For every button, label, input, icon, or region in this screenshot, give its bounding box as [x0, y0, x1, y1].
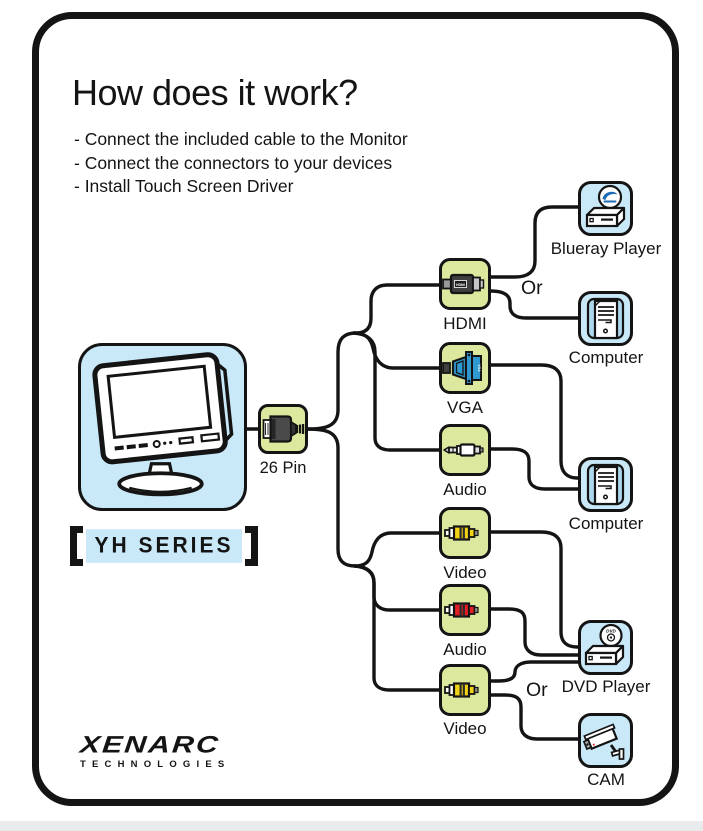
- rca-red-plug-icon: [442, 587, 488, 633]
- wire-26pin-to-audio1: [354, 333, 441, 450]
- brand-logo: [80, 729, 250, 770]
- computer-box: [578, 291, 633, 346]
- left-bracket-glyph: [70, 526, 83, 566]
- computer1-label: Computer: [568, 348, 644, 367]
- wire-vga-to-computer2: [490, 365, 580, 478]
- or-label-video-branch: Or: [526, 679, 548, 701]
- video2-label: Video: [443, 719, 487, 738]
- blueray-player-icon: [581, 184, 630, 233]
- computer2-label: Computer: [568, 514, 644, 533]
- svg-text:HDMI: HDMI: [456, 282, 465, 287]
- blueray-player-label: Blueray Player: [550, 239, 662, 258]
- computer-tower-icon: [581, 460, 630, 509]
- wire-video1-to-dvd: [490, 532, 580, 647]
- audio2-label: Audio: [443, 640, 487, 659]
- minijack-plug-icon: [442, 427, 488, 473]
- 26pin-cable-connector-icon: [261, 407, 305, 451]
- dvd-player-label: DVD Player: [561, 677, 651, 696]
- security-camera-icon: [581, 716, 630, 765]
- logo-subtitle: TECHNOLOGIES: [80, 759, 231, 770]
- hdmi-connector-box: [439, 258, 491, 310]
- vga-label: VGA: [447, 398, 483, 417]
- touchscreen-monitor-icon: [81, 346, 244, 508]
- video1-label: Video: [443, 563, 487, 582]
- logo-wordmark: XENARC: [78, 731, 222, 759]
- computer-box: [578, 457, 633, 512]
- hdmi-label: HDMI: [443, 314, 487, 333]
- video-rca-connector-box: [439, 507, 491, 559]
- svg-text:VGA: VGA: [477, 364, 481, 372]
- right-bracket-glyph: [245, 526, 258, 566]
- wire-26pin-to-video2: [355, 566, 441, 690]
- page-title: How does it work?: [72, 72, 358, 113]
- vga-plug-icon: [442, 345, 488, 391]
- rca-yellow-plug-icon: [442, 510, 488, 556]
- audio-rca-connector-box: [439, 584, 491, 636]
- 26pin-label: 26 Pin: [259, 459, 307, 477]
- dvd-player-box: [578, 620, 633, 675]
- vga-connector-box: [439, 342, 491, 394]
- screenshot-bottom-edge: [0, 821, 703, 831]
- rca-yellow-plug-icon: [442, 667, 488, 713]
- hdmi-plug-icon: [442, 261, 488, 307]
- audio-jack-connector-box: [439, 424, 491, 476]
- series-label: YH SERIES: [86, 529, 242, 563]
- svg-text:DVD: DVD: [606, 628, 616, 634]
- instruction-list: [74, 128, 408, 199]
- series-plate: [70, 526, 258, 566]
- computer-tower-icon: [581, 294, 630, 343]
- dvd-player-icon: [581, 623, 630, 672]
- video-rca-connector-box: [439, 664, 491, 716]
- audio1-label: Audio: [443, 480, 487, 499]
- monitor-box: [78, 343, 247, 511]
- instruction-item: - Install Touch Screen Driver: [74, 176, 294, 196]
- blueray-player-box: [578, 181, 633, 236]
- cam-label: CAM: [587, 770, 625, 789]
- or-label-hdmi-branch: Or: [521, 277, 543, 299]
- instruction-item: - Connect the included cable to the Monitor: [74, 129, 408, 149]
- cam-box: [578, 713, 633, 768]
- instruction-item: - Connect the connectors to your devices: [74, 152, 393, 173]
- 26pin-connector-box: [258, 404, 308, 454]
